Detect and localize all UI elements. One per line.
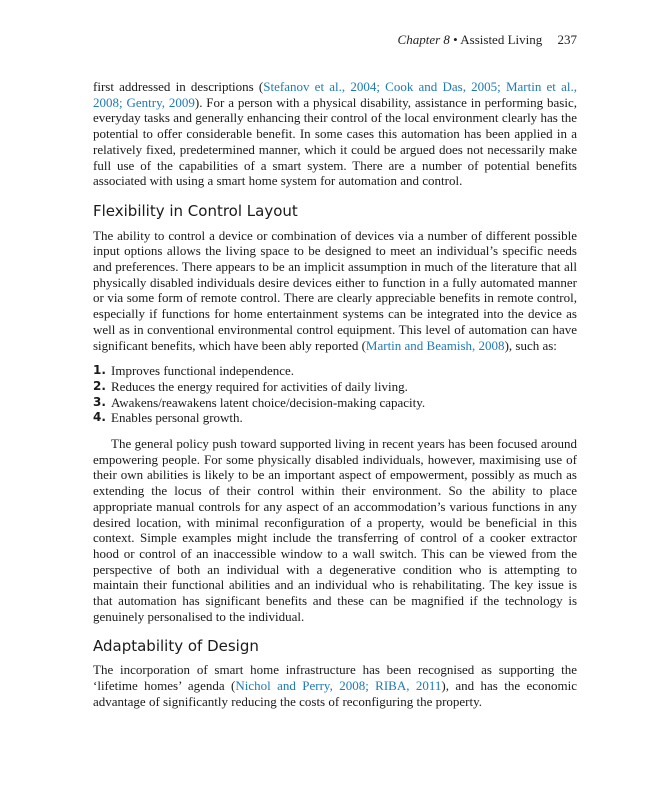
list-number: 2.	[93, 378, 106, 393]
text-run: first addressed in descriptions (	[93, 79, 264, 94]
section-heading-adaptability: Adaptability of Design	[93, 636, 259, 655]
list-text: Awakens/reawakens latent choice/decision-making capacity.	[111, 394, 426, 410]
list-number: 1.	[93, 363, 106, 378]
text-run: ). For a person with a physical disability, assistance in performing basic, everyday tasks and generally enhancing their control of the local environment clearly has the potential to offer considerable benefit. In some cases this automation has been applied in a relatively fixed, predetermined manner, which it could be argued does not necessarily make full use of the capabilities of a smart system. There are a number of potential benefits associated with using a smart home system for automation and control.	[93, 94, 577, 189]
list-text: Enables personal growth.	[111, 410, 243, 426]
benefits-list	[93, 363, 577, 426]
list-text: Improves functional independence.	[111, 363, 295, 379]
list-number: 3.	[93, 394, 106, 409]
text-run: ), and has the economic advantage of significantly reducing the costs of reconfiguring the property.	[93, 677, 578, 709]
list-text: Reduces the energy required for activities of daily living.	[111, 378, 408, 394]
list-item	[93, 363, 577, 379]
running-head	[398, 32, 577, 48]
list-item	[93, 410, 577, 426]
text-run: The incorporation of smart home infrastructure has been recognised as supporting the ‘lifetime homes’ agenda (	[93, 662, 577, 693]
paragraph-adaptability	[93, 662, 577, 709]
citation-link[interactable]: Stefanov et al., 2004; Cook and Das, 2005; Martin et al., 2008; Gentry, 2009	[93, 79, 577, 110]
citation-link[interactable]: Martin and Beamish, 2008	[365, 337, 505, 353]
text-run: ), such as:	[504, 337, 557, 353]
running-head-chapter: Chapter 8	[397, 32, 450, 47]
list-number: 4.	[93, 410, 106, 425]
running-head-bullet: •	[453, 32, 458, 47]
paragraph-flexibility	[93, 228, 577, 354]
page-number: 237	[557, 32, 577, 47]
body-text	[93, 79, 577, 709]
section-heading-flexibility: Flexibility in Control Layout	[93, 201, 298, 220]
running-head-section: Assisted Living	[460, 32, 543, 47]
citation-link[interactable]: Nichol and Perry, 2008; RIBA, 2011	[235, 677, 442, 693]
list-item	[93, 395, 577, 411]
paragraph-intro	[93, 79, 577, 189]
paragraph-policy: The general policy push toward supported living in recent years has been focused around empowering people. For some physically disabled individuals, however, maximising use of their own abilities is likely to be an important aspect of empowerment, possibly as much as extending the locus of their control within their environment. So the ability to place appropriate manual controls for any aspect of an accommodation’s various functions in any desired location, with minimal reconfiguration of a property, would be beneficial in this context. Simple examples might include the transferring of control of a cooker extractor hood or control of an inaccessible window to a wall switch. This can be viewed from the perspective of both an individual with a degenerative condition who is attempting to maintain their functional abilities and an individual who is rehabilitating. The key issue is that automation has significant benefits and these can be magnified if the technology is genuinely personalised to the individual.	[93, 436, 577, 624]
text-run: The ability to control a device or combination of devices via a number of different possible input options allows the living space to be designed to meet an individual’s specific needs and preferences. There appears to be an implicit assumption in much of the literature that all physically disabled individuals desire devices either to function in a fully automated manner or via some form of remote control. There are clearly appreciable benefits in remote control, especially if functions for home entertainment systems can be integrated into the device as well as in conventional environmental control equipment. This level of automation can have significant benefits, which have been ably reported (	[93, 227, 577, 353]
list-item	[93, 379, 577, 395]
